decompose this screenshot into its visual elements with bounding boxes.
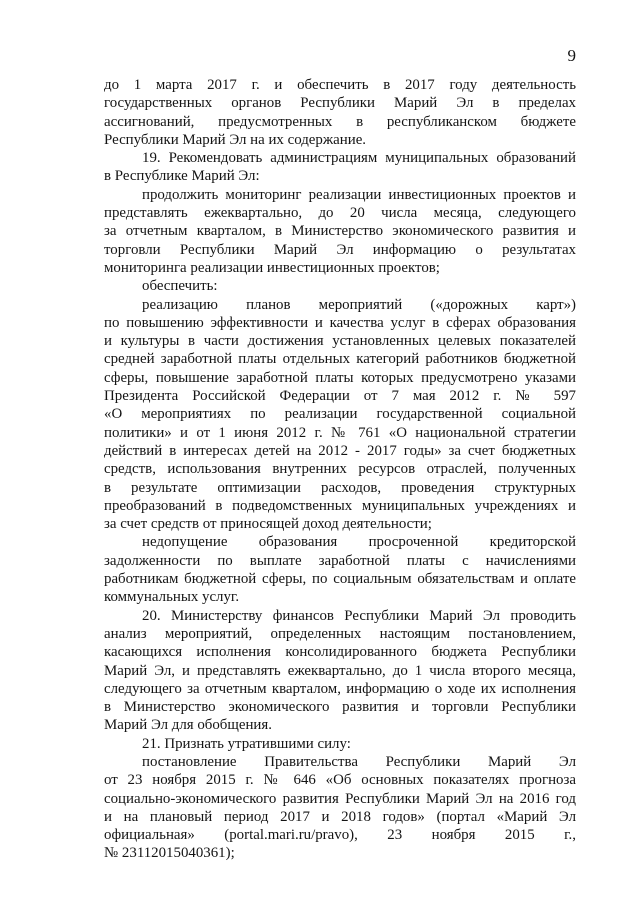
- text-line: в результате оптимизации расходов, проведения структурных: [104, 479, 576, 496]
- text-line: продолжить мониторинг реализации инвестиционных проектов и: [142, 186, 576, 203]
- text-line: государственных органов Республики Марий Эл в пределах: [104, 95, 576, 112]
- text-line: и на плановый период 2017 и 2018 годов» (портал «Марий Эл: [104, 808, 576, 825]
- text-line: в Республике Марий Эл:: [104, 168, 260, 185]
- text-line: политики» и от 1 июня 2012 г. № 761 «О национальной стратегии: [104, 424, 576, 441]
- text-line: сферы, повышение заработной платы которых предусмотрено указами: [104, 369, 576, 386]
- text-line: по повышению эффективности и качества услуг в сферах образования: [104, 314, 576, 331]
- text-line: торговли Республики Марий Эл информацию о результатах: [104, 241, 576, 258]
- text-line: Марий Эл, и представлять ежеквартально, до 1 числа второго месяца,: [104, 662, 576, 679]
- text-line: коммунальных услуг.: [104, 589, 240, 606]
- text-line: в Министерство экономического развития и торговли Республики: [104, 699, 576, 716]
- text-line: мониторинга реализации инвестиционных проектов;: [104, 259, 440, 276]
- text-line: ассигнований, предусмотренных в республиканском бюджете: [104, 113, 576, 130]
- text-line: 21. Признать утратившими силу:: [142, 735, 351, 752]
- text-line: № 23112015040361);: [104, 845, 235, 862]
- page-number: 9: [567, 46, 576, 65]
- text-line: за отчетным кварталом, в Министерство экономического развития и: [104, 223, 576, 240]
- text-line: официальная» (portal.mari.ru/pravo), 23 ноября 2015 г.,: [104, 827, 576, 844]
- text-line: Президента Российской Федерации от 7 мая 2012 г. № 597: [104, 388, 576, 405]
- text-line: представлять ежеквартально, до 20 числа месяца, следующего: [104, 205, 576, 222]
- text-line: следующего за отчетным кварталом, информацию о ходе их исполнения: [104, 680, 576, 697]
- text-line: от 23 ноября 2015 г. № 646 «Об основных показателях прогноза: [104, 772, 576, 789]
- text-line: до 1 марта 2017 г. и обеспечить в 2017 году деятельность: [104, 77, 576, 93]
- text-line: недопущение образования просроченной кредиторской: [142, 534, 576, 551]
- text-line: социально-экономического развития Республики Марий Эл на 2016 год: [104, 790, 576, 807]
- text-line: постановление Правительства Республики Марий Эл: [142, 753, 576, 770]
- text-line: средней заработной платы отдельных категорий работников бюджетной: [104, 351, 576, 368]
- text-line: за счет средств от приносящей доход деятельности;: [104, 516, 432, 533]
- text-line: работникам бюджетной сферы, по социальным обязательствам и оплате: [104, 571, 576, 588]
- text-line: преобразований в подведомственных муниципальных учреждениях и: [104, 497, 576, 514]
- text-line: касающихся исполнения консолидированного бюджета Республики: [104, 644, 576, 661]
- text-line: 19. Рекомендовать администрациям муниципальных образований: [142, 150, 576, 167]
- text-line: Марий Эл для обобщения.: [104, 717, 272, 734]
- text-line: «О мероприятиях по реализации государственной социальной: [104, 406, 576, 423]
- text-line: анализ мероприятий, определенных настоящим постановлением,: [104, 625, 576, 642]
- text-line: обеспечить:: [142, 278, 218, 295]
- text-line: 20. Министерству финансов Республики Марий Эл проводить: [142, 607, 576, 624]
- text-line: Республики Марий Эл на их содержание.: [104, 131, 367, 148]
- text-line: реализацию планов мероприятий («дорожных карт»): [142, 296, 576, 313]
- document-body: [104, 76, 576, 863]
- text-line: действий в интересах детей на 2012 - 2017 годы» за счет бюджетных: [104, 442, 576, 459]
- text-line: задолженности по выплате заработной платы с начислениями: [104, 552, 576, 569]
- text-line: средств, использования внутренних ресурсов отраслей, полученных: [104, 461, 576, 478]
- text-line: и культуры в части достижения установленных целевых показателей: [104, 333, 576, 350]
